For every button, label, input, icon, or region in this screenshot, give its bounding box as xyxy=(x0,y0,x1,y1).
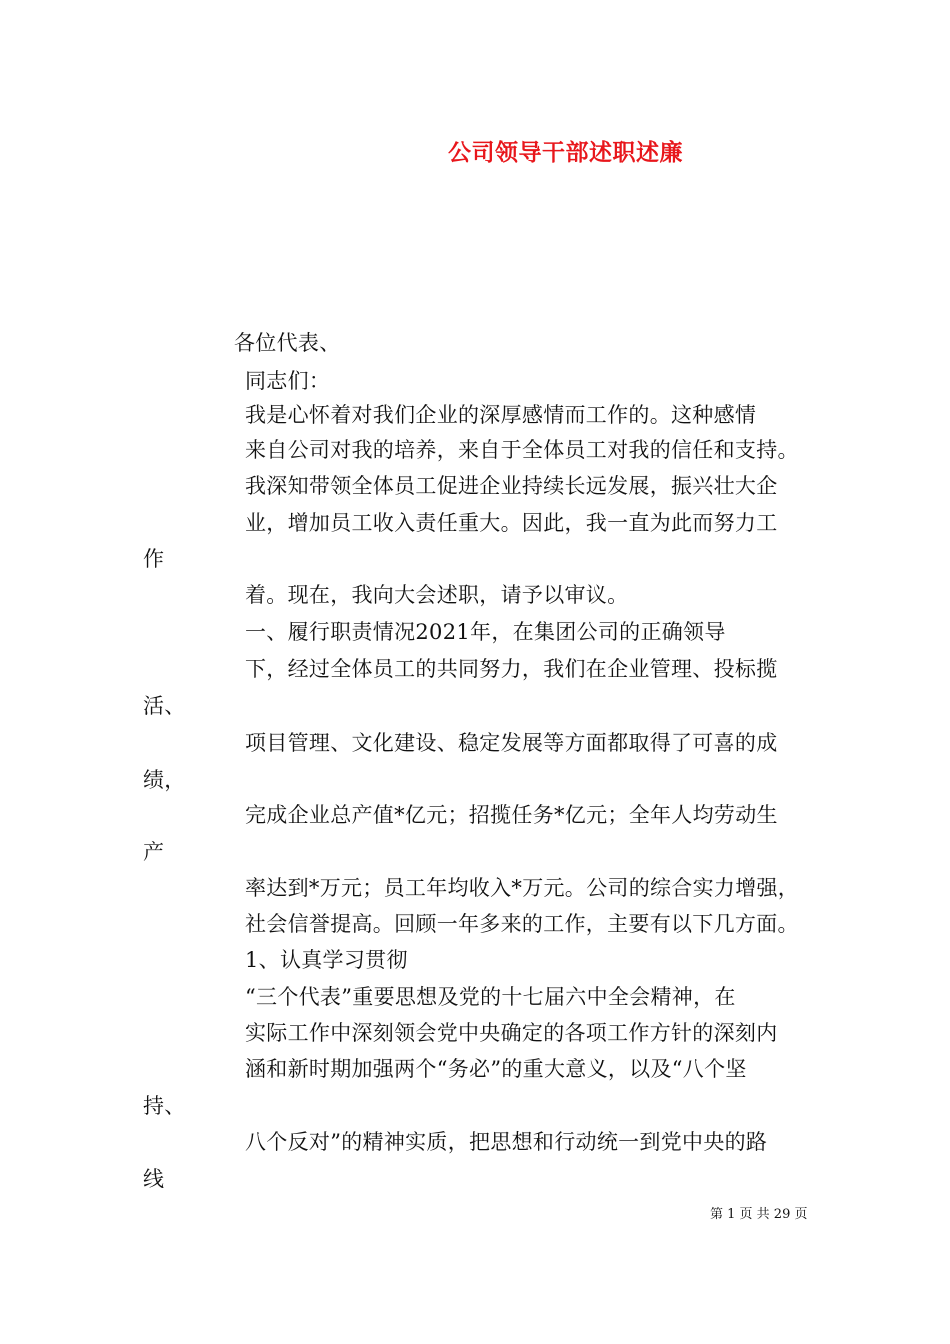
body-line: 社会信誉提高。回顾一年多来的工作，主要有以下几方面。 xyxy=(245,912,799,936)
body-line: 活、 xyxy=(143,694,186,718)
body-line: 同志们： xyxy=(245,369,331,393)
page-number-footer: 第 1 页 共 29 页 xyxy=(710,1207,808,1222)
body-line: 线 xyxy=(143,1167,165,1191)
body-line: 业，增加员工收入责任重大。因此，我一直为此而努力工 xyxy=(245,511,778,535)
body-line: 绩， xyxy=(143,768,186,792)
body-line: 1、认真学习贯彻 xyxy=(245,948,408,972)
body-line: 产 xyxy=(143,840,165,864)
document-title: 公司领导干部述职述廉 xyxy=(448,139,683,166)
body-line: 率达到*万元；员工年均收入*万元。公司的综合实力增强， xyxy=(245,876,800,900)
body-line: 下，经过全体员工的共同努力，我们在企业管理、投标揽 xyxy=(245,657,778,681)
body-line: 实际工作中深刻领会党中央确定的各项工作方针的深刻内 xyxy=(245,1021,778,1045)
body-line: 来自公司对我的培养，来自于全体员工对我的信任和支持。 xyxy=(245,438,799,462)
body-line: 完成企业总产值*亿元；招揽任务*亿元；全年人均劳动生 xyxy=(245,803,778,827)
body-line: 持、 xyxy=(143,1094,186,1118)
body-line: 作 xyxy=(143,547,165,571)
body-line: 项目管理、文化建设、稳定发展等方面都取得了可喜的成 xyxy=(245,731,778,755)
body-line: 涵和新时期加强两个“务必”的重大意义，以及“八个坚 xyxy=(245,1057,747,1081)
body-line: 我是心怀着对我们企业的深厚感情而工作的。这种感情 xyxy=(245,403,757,427)
body-line: 各位代表、 xyxy=(234,331,341,355)
body-line: 我深知带领全体员工促进企业持续长远发展，振兴壮大企 xyxy=(245,474,778,498)
body-line: “三个代表”重要思想及党的十七届六中全会精神，在 xyxy=(245,985,736,1009)
body-line: 着。现在，我向大会述职，请予以审议。 xyxy=(245,583,629,607)
body-line: 八个反对”的精神实质，把思想和行动统一到党中央的路 xyxy=(245,1130,768,1154)
body-line: 一、履行职责情况2021年，在集团公司的正确领导 xyxy=(245,620,726,644)
